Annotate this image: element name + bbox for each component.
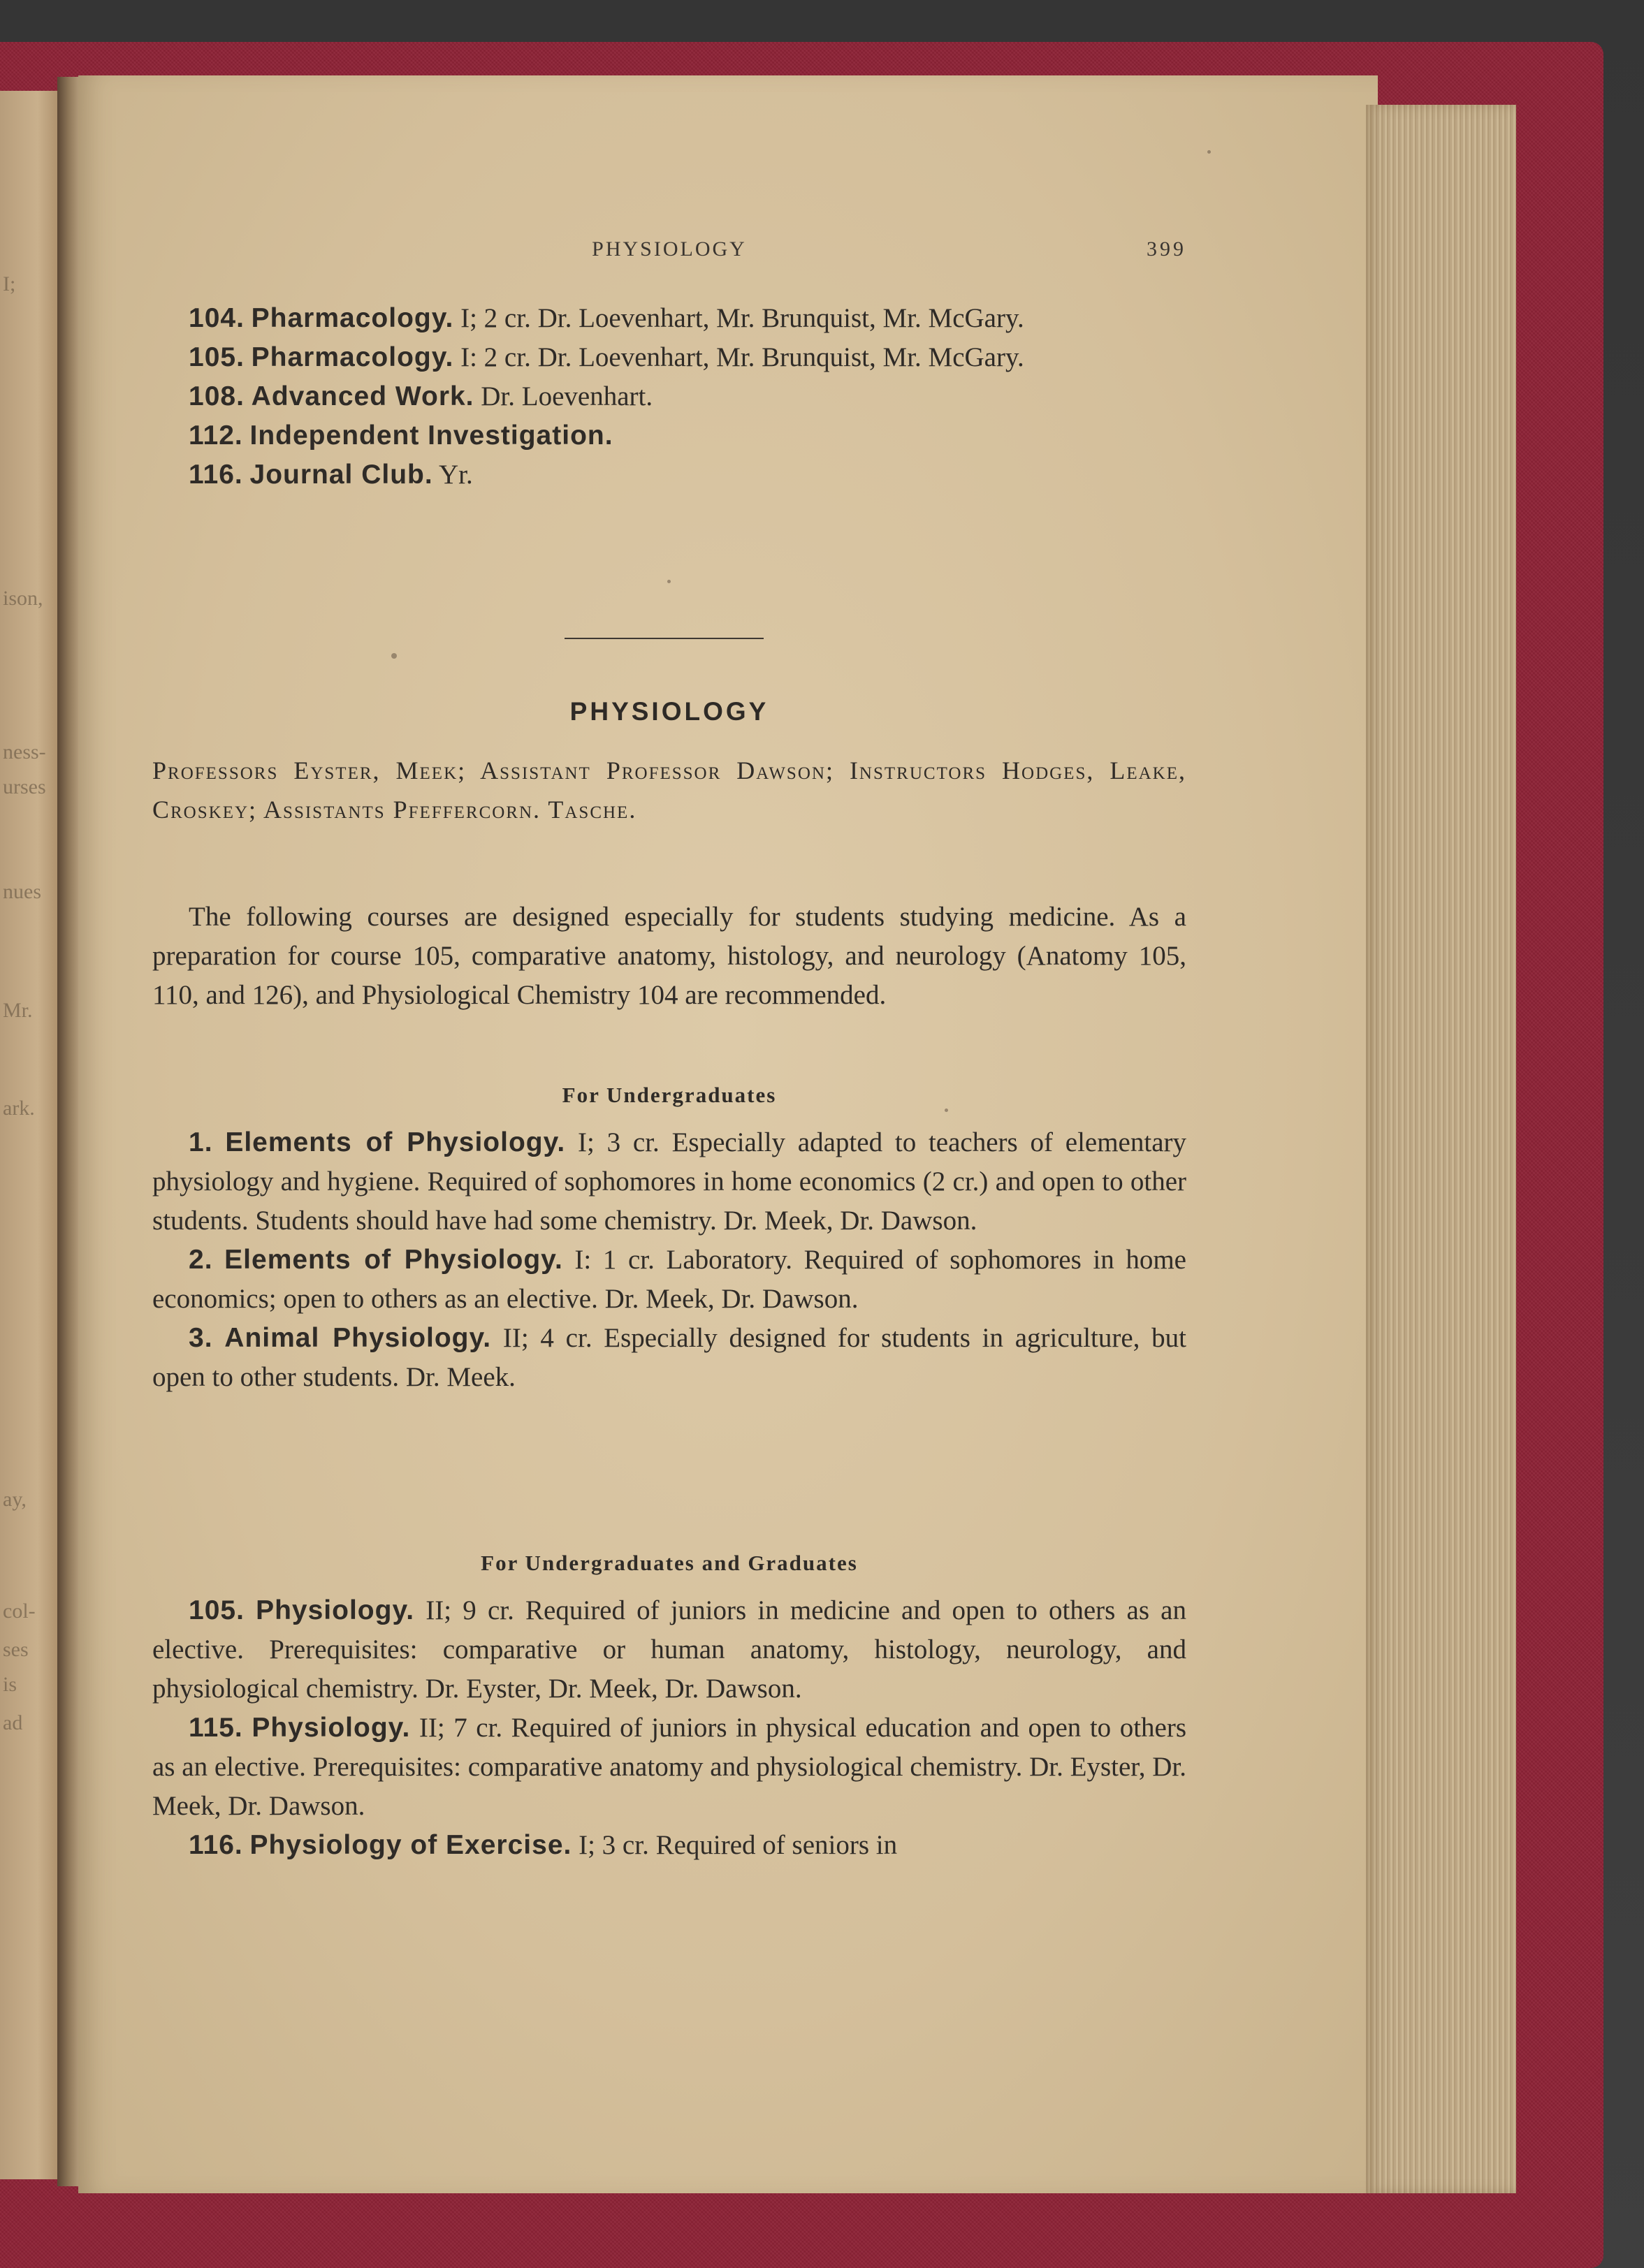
course-number: 105. (189, 1595, 245, 1625)
course-number: 1. (189, 1127, 213, 1157)
facing-page-text (0, 91, 63, 2179)
course-title: Physiology. (256, 1595, 415, 1625)
paper-speck (1207, 150, 1211, 154)
course-number: 112. (189, 420, 243, 451)
course-title: Journal Club. (249, 460, 433, 490)
course-number: 3. (189, 1323, 213, 1353)
course-entry (152, 455, 1186, 495)
course-title: Animal Physiology. (224, 1323, 492, 1353)
margin-fragment: ad (3, 1711, 23, 1734)
graduate-course-list (152, 1591, 1186, 1865)
course-entry (152, 1709, 1186, 1826)
course-details: II; 4 cr. Especially designed for students in agriculture, but open to other students. Dr. Meek. (152, 1323, 1186, 1392)
course-title: Independent Investigation. (249, 420, 613, 451)
intro-paragraph: The following courses are designed especially for students studying medicine. As a preparation for course 105, comparative anatomy, histology, and neurology (Anatomy 105, 110, and 126), and Physiological Chemistry 104 are recommended. (152, 902, 1186, 1010)
undergraduates-heading: For Undergraduates (562, 1083, 777, 1107)
running-head-title: PHYSIOLOGY (592, 237, 747, 261)
margin-fragment: Mr. (3, 999, 33, 1022)
course-entry (152, 299, 1186, 338)
course-title: Physiology of Exercise. (249, 1830, 572, 1860)
course-details: I: 2 cr. Dr. Loevenhart, Mr. Brunquist, Mr. McGary. (453, 342, 1024, 372)
course-entry (152, 377, 1186, 416)
course-details: I; 3 cr. Required of seniors in (572, 1830, 898, 1860)
margin-fragment: ison, (3, 587, 43, 610)
course-title: Pharmacology. (251, 303, 454, 333)
section-divider (565, 638, 764, 639)
department-title: PHYSIOLOGY (569, 697, 769, 726)
course-title: Advanced Work. (251, 381, 474, 411)
margin-fragment: nues (3, 880, 41, 903)
margin-fragment: is (3, 1673, 17, 1696)
course-details: II; 7 cr. Required of juniors in physical education and open to others as an elective. Prerequisites: comparative anatomy and physiological chemistry. Dr. Eyster, Dr. Meek, Dr. Dawson. (152, 1713, 1187, 1821)
course-number: 2. (189, 1245, 213, 1275)
facing-page-edge (0, 91, 63, 2179)
course-title: Pharmacology. (251, 342, 454, 372)
course-number: 115. (189, 1713, 243, 1743)
faculty-list: Professors Eyster, Meek; Assistant Professor Dawson; Instructors Hodges, Leake, Croskey; Assistants Pfeffercorn. Tasche. (152, 756, 1186, 824)
course-number: 108. (189, 381, 245, 411)
course-title: Physiology. (252, 1713, 411, 1743)
page-number: 399 (1147, 237, 1186, 261)
course-entry (152, 1826, 1186, 1865)
course-number: 116. (189, 460, 243, 490)
paper-speck (667, 580, 671, 583)
course-entry (152, 416, 1186, 455)
margin-fragment: ses (3, 1638, 29, 1661)
margin-fragment: ness- (3, 740, 46, 763)
course-entry (152, 338, 1186, 377)
page-fore-edge (1366, 105, 1516, 2193)
course-number: 105. (189, 342, 245, 372)
margin-fragment: urses (3, 775, 46, 798)
course-number: 104. (189, 303, 245, 333)
course-entry (152, 1591, 1186, 1709)
course-title: Elements of Physiology. (225, 1127, 566, 1157)
paper-speck (945, 1109, 948, 1112)
pharmacology-course-list (152, 299, 1186, 495)
running-head (152, 237, 1186, 265)
margin-fragment: I; (3, 272, 16, 295)
course-entry (152, 1319, 1186, 1397)
course-entry (152, 1123, 1186, 1241)
paper-speck (391, 653, 397, 659)
course-details: II; 9 cr. Required of juniors in medicine and open to others as an elective. Prerequisites: comparative or human anatomy, histology, neurology, and physiological chemistry. Dr. Eyster, Dr. Meek, Dr. Dawson. (152, 1595, 1186, 1704)
course-title: Elements of Physiology. (224, 1245, 563, 1275)
course-details: I: 1 cr. Laboratory. Required of sophomores in home economics; open to others as an elective. Dr. Meek, Dr. Dawson. (152, 1245, 1186, 1314)
department-intro (152, 898, 1186, 1015)
margin-fragment: col- (3, 1600, 36, 1623)
undergraduate-course-list (152, 1123, 1186, 1397)
course-details: I; 2 cr. Dr. Loevenhart, Mr. Brunquist, Mr. McGary. (453, 303, 1024, 333)
margin-fragment: ark. (3, 1097, 35, 1120)
course-details: I; 3 cr. Especially adapted to teachers of elementary physiology and hygiene. Required of sophomores in home economics (2 cr.) and open to other students. Students should have had some chemistry. Dr. Meek, Dr. Dawson. (152, 1127, 1186, 1236)
course-details: Dr. Loevenhart. (474, 381, 653, 411)
course-number: 116. (189, 1830, 243, 1860)
course-details: Yr. (432, 460, 473, 490)
undergraduates-graduates-heading: For Undergraduates and Graduates (481, 1551, 858, 1575)
margin-fragment: ay, (3, 1488, 27, 1511)
course-entry (152, 1241, 1186, 1319)
